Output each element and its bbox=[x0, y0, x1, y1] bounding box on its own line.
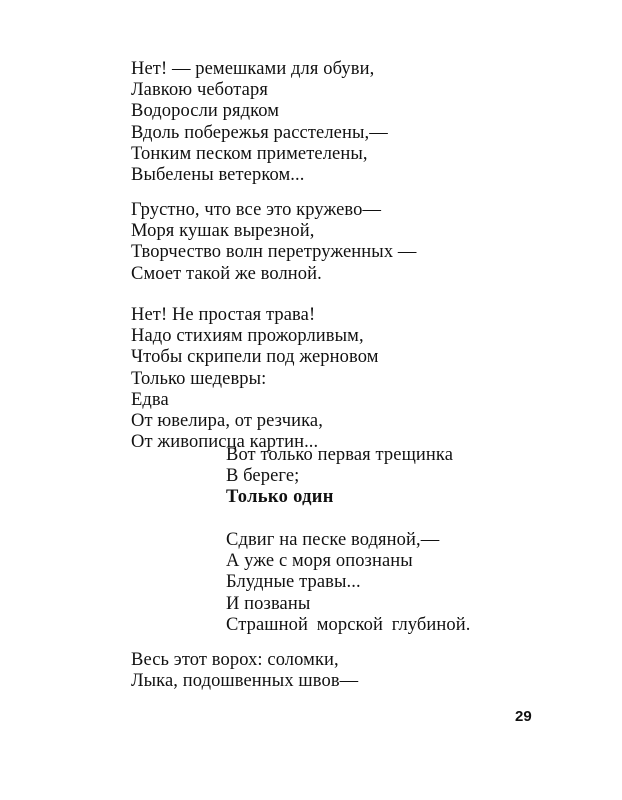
poem-line: Только один bbox=[226, 487, 334, 508]
poem-line: Вдоль побережья расстелены,— bbox=[131, 122, 388, 143]
poem-line: В береге; bbox=[226, 466, 300, 487]
stanza-3-indented bbox=[226, 445, 453, 509]
poem-line: От ювелира, от резчика, bbox=[131, 411, 323, 432]
page-number: 29 bbox=[515, 708, 532, 725]
poem-line: Лавкою чеботаря bbox=[131, 80, 268, 101]
poem-line: Надо стихиям прожорливым, bbox=[131, 326, 364, 347]
poem-line: Только шедевры: bbox=[131, 368, 267, 389]
poem-line: Чтобы скрипели под жерновом bbox=[131, 347, 379, 368]
poem-line: Творчество волн перетруженных — bbox=[131, 242, 417, 263]
poem-line: От живописца картин... bbox=[131, 432, 319, 453]
poem-line: Едва bbox=[131, 389, 169, 410]
stanza-1 bbox=[131, 59, 388, 186]
poem-line: Весь этот ворох: соломки, bbox=[131, 650, 339, 670]
stanza-3 bbox=[131, 305, 379, 453]
poem-line: Тонким песком приметелены, bbox=[131, 143, 368, 164]
poem-line: Моря кушак вырезной, bbox=[131, 221, 315, 242]
poem-line: Блудные травы... bbox=[226, 572, 361, 593]
stanza-5 bbox=[131, 650, 358, 692]
poem-line: Страшной морской глубиной. bbox=[226, 614, 471, 635]
poem-line: И позваны bbox=[226, 593, 311, 614]
stanza-2 bbox=[131, 200, 417, 285]
stanza-4 bbox=[226, 530, 471, 636]
poem-line: Сдвиг на песке водяной,— bbox=[226, 530, 440, 550]
poem-line: Вот только первая трещинка bbox=[226, 445, 454, 465]
poem-line: Грустно, что все это кружево— bbox=[131, 200, 382, 220]
poem-line: Нет! — ремешками для обуви, bbox=[131, 59, 375, 79]
poem-line: Нет! Не простая трава! bbox=[131, 305, 316, 325]
poem-line: А уже с моря опознаны bbox=[226, 551, 413, 572]
poem-line: Водоросли рядком bbox=[131, 101, 280, 122]
poem-line: Смоет такой же волной. bbox=[131, 263, 322, 284]
poem-line: Выбелены ветерком... bbox=[131, 165, 305, 186]
poem-line: Лыка, подошвенных швов— bbox=[131, 671, 359, 692]
